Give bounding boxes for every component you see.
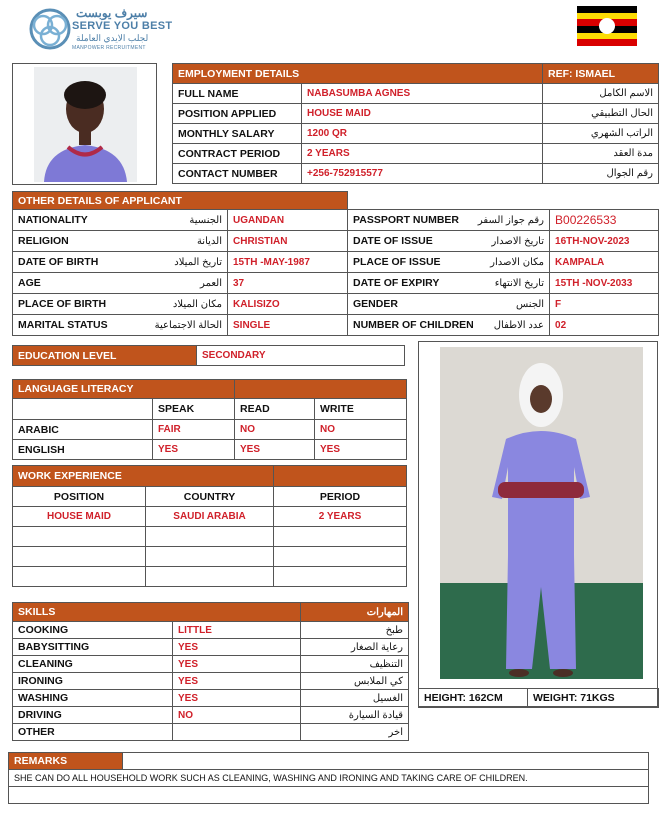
gender-label-ar: الجنس <box>515 298 545 310</box>
contract-period-label-ar: مدة العقد <box>543 144 659 164</box>
gender-value: F <box>550 294 659 315</box>
work-empty-cell <box>13 547 146 567</box>
gender-label-cell <box>348 294 550 315</box>
period-column-header: PERIOD <box>274 487 407 507</box>
religion-label-cell <box>13 231 228 252</box>
passport-number-label: PASSPORT NUMBER <box>353 214 459 226</box>
portrait-image <box>34 67 137 182</box>
work-empty-cell <box>274 527 407 547</box>
full-name-label: FULL NAME <box>173 84 302 104</box>
country-column-header: COUNTRY <box>146 487 274 507</box>
work-empty-cell <box>274 547 407 567</box>
english-write-value: YES <box>315 440 407 460</box>
place-of-issue-label: PLACE OF ISSUE <box>353 256 441 268</box>
write-column-header: WRITE <box>315 399 407 420</box>
nationality-label: NATIONALITY <box>18 214 88 226</box>
arabic-label: ARABIC <box>13 420 153 440</box>
date-of-issue-value: 16TH-NOV-2023 <box>550 231 659 252</box>
position-column-header: POSITION <box>13 487 146 507</box>
arabic-speak-value: FAIR <box>153 420 235 440</box>
skills-table <box>12 602 409 741</box>
date-of-issue-label-cell <box>348 231 550 252</box>
skill-driving-value: NO <box>173 707 301 724</box>
work-empty-cell <box>13 567 146 587</box>
employment-details-heading: EMPLOYMENT DETAILS <box>173 64 543 84</box>
religion-label-ar: الديانة <box>196 235 222 247</box>
skill-cooking-label-ar: طبخ <box>301 622 409 639</box>
age-label-cell <box>13 273 228 294</box>
work-experience-table <box>12 465 407 587</box>
skill-cooking-label: COOKING <box>13 622 173 639</box>
read-column-header: READ <box>235 399 315 420</box>
skill-driving-label: DRIVING <box>13 707 173 724</box>
company-logo <box>28 6 178 54</box>
work-empty-cell <box>274 567 407 587</box>
work-experience-heading-fill <box>274 466 407 487</box>
arabic-write-value: NO <box>315 420 407 440</box>
remarks-heading: REMARKS <box>9 753 123 770</box>
date-of-birth-label-cell <box>13 252 228 273</box>
logo-emblem-icon <box>28 7 72 51</box>
passport-number-label-ar: رقم جواز السفر <box>477 214 545 226</box>
place-of-birth-value: KALISIZO <box>228 294 348 315</box>
place-of-issue-label-cell <box>348 252 550 273</box>
education-level-value: SECONDARY <box>197 346 405 366</box>
religion-value: CHRISTIAN <box>228 231 348 252</box>
education-level-label: EDUCATION LEVEL <box>13 346 197 366</box>
company-name-ar: سيرف يوبست <box>76 6 148 20</box>
monthly-salary-value: 1200 QR <box>302 124 543 144</box>
height-value: HEIGHT: 162CM <box>419 689 528 708</box>
date-of-expiry-label-ar: تاريخ الانتهاء <box>494 277 545 289</box>
marital-status-label-ar: الحالة الاجتماعية <box>154 319 222 331</box>
passport-number-value: B00226533 <box>550 210 659 231</box>
language-literacy-heading-fill <box>235 380 407 399</box>
date-of-expiry-value: 15TH -NOV-2033 <box>550 273 659 294</box>
number-of-children-label-ar: عدد الاطفال <box>493 319 545 331</box>
passport-number-label-cell <box>348 210 550 231</box>
contact-number-value: +256-752915577 <box>302 164 543 184</box>
age-value: 37 <box>228 273 348 294</box>
place-of-issue-label-ar: مكان الاصدار <box>490 256 545 268</box>
skill-babysitting-label-ar: رعاية الصغار <box>301 639 409 656</box>
measurements-table <box>418 688 659 708</box>
skill-cleaning-label-ar: التنظيف <box>301 656 409 673</box>
position-applied-label: POSITION APPLIED <box>173 104 302 124</box>
skill-babysitting-label: BABYSITTING <box>13 639 173 656</box>
date-of-birth-value: 15TH -MAY-1987 <box>228 252 348 273</box>
number-of-children-value: 02 <box>550 315 659 336</box>
remarks-heading-spacer <box>123 753 649 770</box>
applicant-full-body-photo-frame <box>418 341 658 707</box>
work-empty-cell <box>13 527 146 547</box>
skill-cooking-value: LITTLE <box>173 622 301 639</box>
skill-washing-label-ar: الغسيل <box>301 690 409 707</box>
company-name-en: SERVE YOU BEST <box>72 20 173 32</box>
position-applied-label-ar: الحال التطبيقي <box>543 104 659 124</box>
other-details-heading-spacer <box>348 192 659 210</box>
date-of-expiry-label-cell <box>348 273 550 294</box>
skill-cleaning-label: CLEANING <box>13 656 173 673</box>
full-name-value: NABASUMBA AGNES <box>302 84 543 104</box>
reference-label: REF: ISMAEL <box>543 64 659 84</box>
religion-label: RELIGION <box>18 235 69 247</box>
skill-other-label: OTHER <box>13 724 173 741</box>
nationality-value: UGANDAN <box>228 210 348 231</box>
english-speak-value: YES <box>153 440 235 460</box>
other-details-heading: OTHER DETAILS OF APPLICANT <box>13 192 348 210</box>
language-literacy-heading: LANGUAGE LITERACY <box>13 380 235 399</box>
language-literacy-table <box>12 379 407 460</box>
weight-value: WEIGHT: 71KGS <box>528 689 659 708</box>
skill-ironing-value: YES <box>173 673 301 690</box>
skills-heading: SKILLS <box>13 603 301 622</box>
date-of-birth-label-ar: تاريخ الميلاد <box>174 256 222 268</box>
date-of-issue-label-ar: تاريخ الاصدار <box>491 235 545 247</box>
date-of-expiry-label: DATE OF EXPIRY <box>353 277 440 289</box>
english-label: ENGLISH <box>13 440 153 460</box>
number-of-children-label: NUMBER OF CHILDREN <box>353 319 474 331</box>
remarks-empty-line <box>9 787 649 804</box>
work-country-value: SAUDI ARABIA <box>146 507 274 527</box>
contact-number-label: CONTACT NUMBER <box>173 164 302 184</box>
place-of-birth-label: PLACE OF BIRTH <box>18 298 107 310</box>
company-name-ar-sub: لجلب الايدي العاملة <box>76 33 149 43</box>
skill-ironing-label: IRONING <box>13 673 173 690</box>
skill-other-value <box>173 724 301 741</box>
contact-number-label-ar: رقم الجوال <box>543 164 659 184</box>
work-empty-cell <box>146 527 274 547</box>
nationality-label-ar: الجنسية <box>189 214 222 226</box>
skill-babysitting-value: YES <box>173 639 301 656</box>
skill-other-label-ar: اخر <box>301 724 409 741</box>
remarks-table <box>8 752 649 804</box>
other-details-table <box>12 191 659 336</box>
skill-ironing-label-ar: كي الملابس <box>301 673 409 690</box>
place-of-birth-label-cell <box>13 294 228 315</box>
arabic-read-value: NO <box>235 420 315 440</box>
contract-period-value: 2 YEARS <box>302 144 543 164</box>
work-empty-cell <box>146 547 274 567</box>
full-body-photo <box>440 347 643 679</box>
date-of-birth-label: DATE OF BIRTH <box>18 256 99 268</box>
monthly-salary-label-ar: الراتب الشهري <box>543 124 659 144</box>
speak-column-header: SPEAK <box>153 399 235 420</box>
skills-heading-ar: المهارات <box>301 603 409 622</box>
full-name-label-ar: الاسم الكامل <box>543 84 659 104</box>
skill-washing-value: YES <box>173 690 301 707</box>
skill-driving-label-ar: قيادة السيارة <box>301 707 409 724</box>
monthly-salary-label: MONTHLY SALARY <box>173 124 302 144</box>
work-position-value: HOUSE MAID <box>13 507 146 527</box>
english-read-value: YES <box>235 440 315 460</box>
work-period-value: 2 YEARS <box>274 507 407 527</box>
skill-cleaning-value: YES <box>173 656 301 673</box>
applicant-portrait-photo <box>12 63 157 185</box>
place-of-birth-label-ar: مكان الميلاد <box>172 298 222 310</box>
number-of-children-label-cell <box>348 315 550 336</box>
age-label: AGE <box>18 277 41 289</box>
work-experience-heading: WORK EXPERIENCE <box>13 466 274 487</box>
remarks-text: SHE CAN DO ALL HOUSEHOLD WORK SUCH AS CLEANING, WASHING AND IRONING AND TAKING CARE OF CHILDREN. <box>9 770 649 787</box>
position-applied-value: HOUSE MAID <box>302 104 543 124</box>
marital-status-label: MARITAL STATUS <box>18 319 108 331</box>
company-tagline: MANPOWER RECRUITMENT <box>72 45 146 51</box>
employment-details-table <box>172 63 659 184</box>
marital-status-label-cell <box>13 315 228 336</box>
work-empty-cell <box>146 567 274 587</box>
age-label-ar: العمر <box>200 277 222 289</box>
marital-status-value: SINGLE <box>228 315 348 336</box>
uganda-flag-icon <box>577 6 637 46</box>
skill-washing-label: WASHING <box>13 690 173 707</box>
place-of-issue-value: KAMPALA <box>550 252 659 273</box>
contract-period-label: CONTRACT PERIOD <box>173 144 302 164</box>
language-col-blank <box>13 399 153 420</box>
date-of-issue-label: DATE OF ISSUE <box>353 235 433 247</box>
nationality-label-cell <box>13 210 228 231</box>
education-table <box>12 345 405 366</box>
gender-label: GENDER <box>353 298 398 310</box>
